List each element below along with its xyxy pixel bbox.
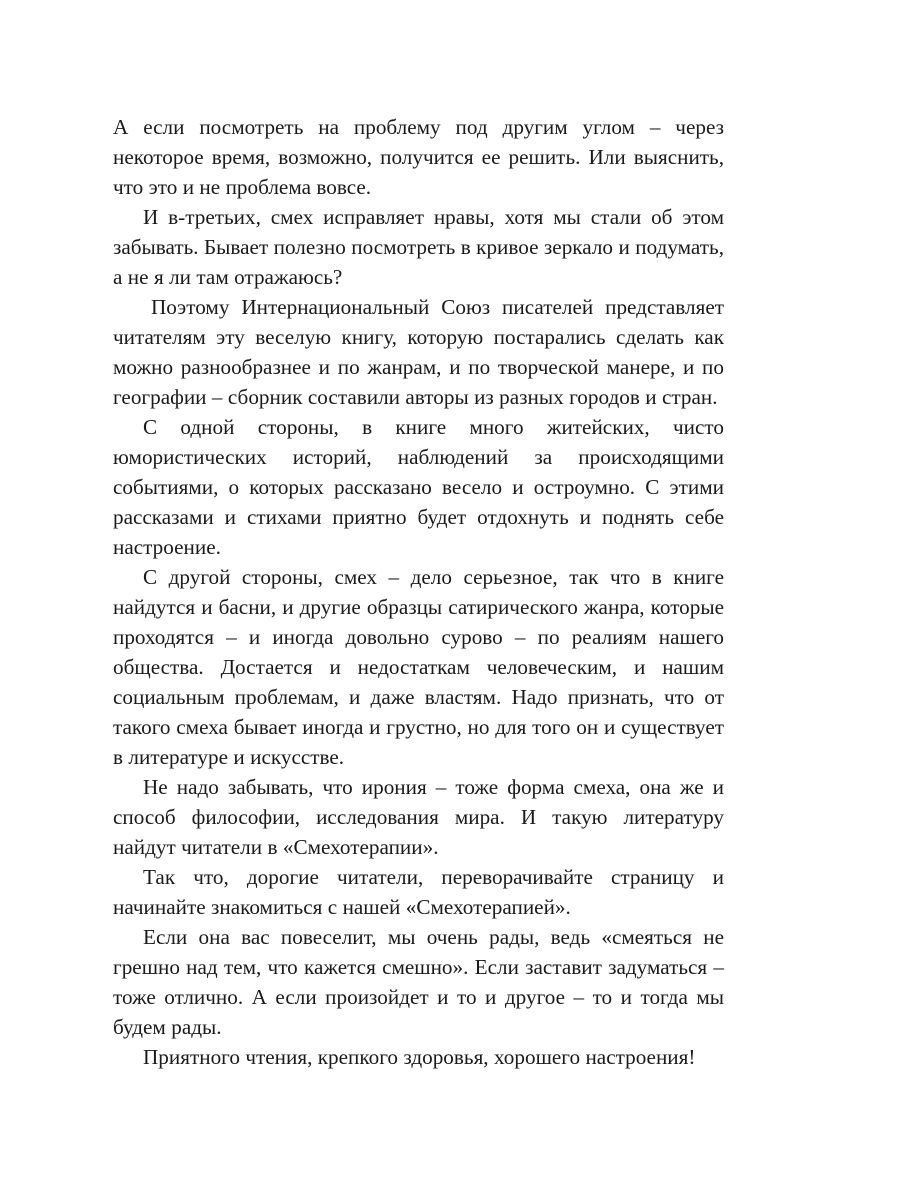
paragraph: Так что, дорогие читатели, переворачивайте страницу и начинайте знакомиться с нашей «Смехотерапией».	[113, 865, 724, 919]
paragraph: И в-третьих, смех исправляет нравы, хотя мы стали об этом забывать. Бывает полезно посмотреть в кривое зеркало и подумать, а не я ли там отражаюсь?	[113, 205, 724, 289]
paragraph: Приятного чтения, крепкого здоровья, хорошего настроения!	[143, 1045, 696, 1069]
paragraph: С одной стороны, в книге много житейских, чисто юмористических историй, наблюдений за происходящими событиями, о которых рассказано весело и остроумно. С этими рассказами и стихами приятно будет отдохнуть и поднять себе настроение.	[113, 415, 724, 559]
paragraph: С другой стороны, смех – дело серьезное, так что в книге найдутся и басни, и другие образцы сатирического жанра, которые проходятся – и иногда довольно сурово – по реалиям нашего общества. Достается и недостаткам человеческим, и нашим социальным проблемам, и даже властям. Надо признать, что от такого смеха бывает иногда и грустно, но для того он и существует в литературе и искусстве.	[113, 565, 724, 769]
paragraph: Если она вас повеселит, мы очень рады, ведь «смеяться не грешно над тем, что кажется смешно». Если заставит задуматься – тоже отлично. А если произойдет и то и другое – то и тогда мы будем рады.	[113, 925, 724, 1039]
paragraph: Не надо забывать, что ирония – тоже форма смеха, она же и способ философии, исследования мира. И такую литературу найдут читатели в «Смехотерапии».	[113, 775, 724, 859]
paragraph: А если посмотреть на проблему под другим углом – через некоторое время, возможно, получится ее решить. Или выяснить, что это и не проблема вовсе.	[113, 115, 724, 199]
page-text-block	[113, 112, 724, 1072]
paragraph: Поэтому Интернациональный Союз писателей представляет читателям эту веселую книгу, которую постарались сделать как можно разнообразнее и по жанрам, и по творческой манере, и по географии – сборник составили авторы из разных городов и стран.	[113, 295, 724, 409]
